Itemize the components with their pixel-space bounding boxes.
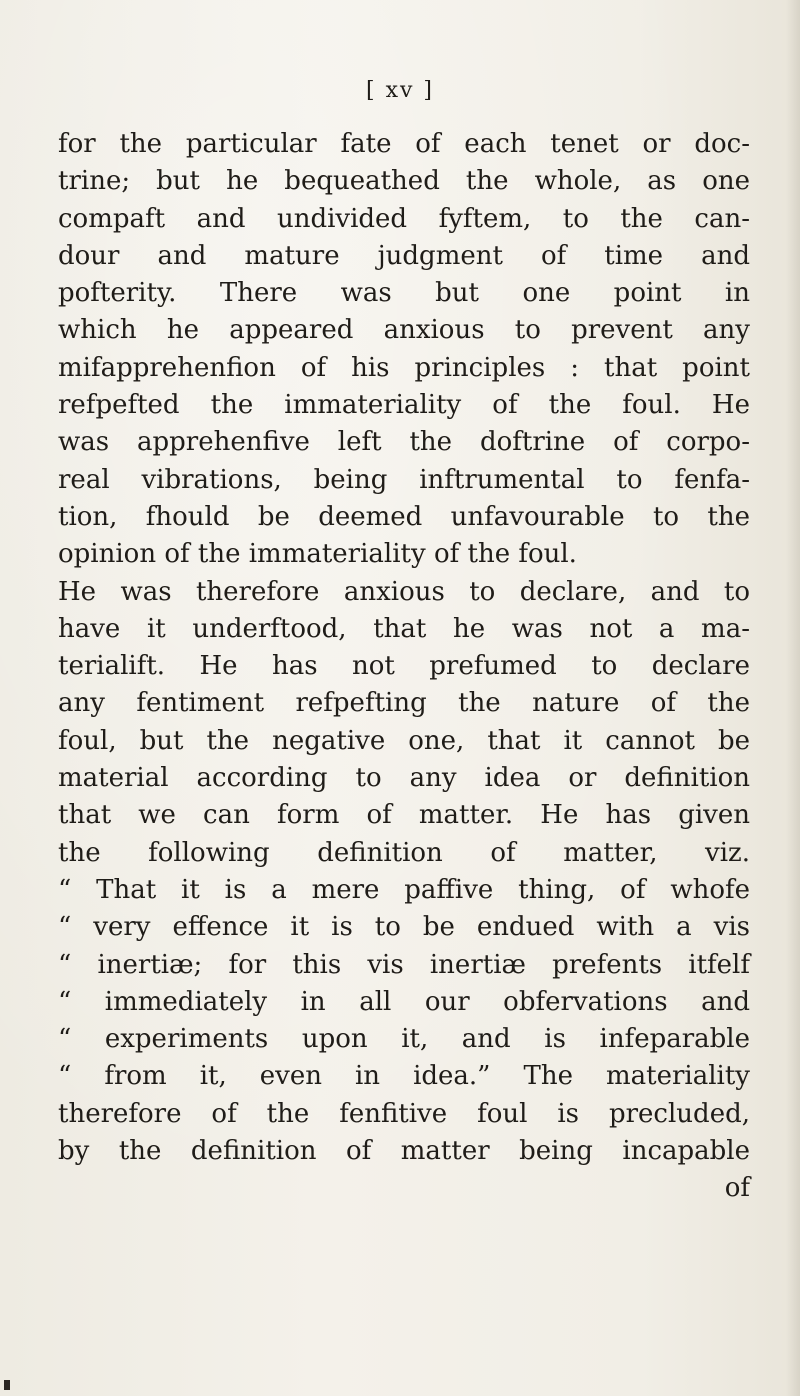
- text-line: tion, fhould be deemed unfavourable to the: [58, 501, 750, 532]
- page-header: [ xv ]: [366, 78, 434, 103]
- text-line: have it underftood, that he was not a ma-: [58, 613, 750, 644]
- text-line: “ immediately in all our obfervations and: [58, 986, 750, 1017]
- text-line: dour and mature judgment of time and: [58, 240, 750, 271]
- text-line: material according to any idea or definition: [58, 763, 750, 794]
- text-line: the following definition of matter, viz.: [58, 837, 750, 868]
- text-line: for the particular fate of each tenet or doc-: [58, 129, 750, 159]
- text-line: real vibrations, being inftrumental to fenfa-: [58, 464, 750, 495]
- text-line: was apprehenfive left the doftrine of corpo-: [58, 427, 750, 458]
- text-line: any fentiment refpefting the nature of the: [58, 688, 750, 719]
- page-corner-mark: [4, 1380, 10, 1390]
- text-line: “ inertiæ; for this vis inertiæ prefents itfelf: [58, 949, 750, 980]
- text-line: that we can form of matter. He has given: [58, 800, 750, 831]
- text-line: trine; but he bequeathed the whole, as one: [58, 166, 750, 197]
- text-line: foul, but the negative one, that it cannot be: [58, 725, 750, 756]
- text-line: opinion of the immateriality of the foul.: [58, 539, 577, 570]
- text-line: pofterity. There was but one point in: [58, 278, 750, 309]
- text-line: which he appeared anxious to prevent any: [58, 315, 750, 346]
- body-text: [58, 126, 750, 1208]
- text-line: terialift. He has not prefumed to declare: [58, 651, 750, 682]
- text-line: therefore of the fenfitive foul is precluded,: [58, 1098, 750, 1129]
- text-line: “ very effence it is to be endued with a vis: [58, 912, 750, 943]
- text-line: “ That it is a mere paffive thing, of whofe: [58, 874, 750, 905]
- text-line: compaft and undivided fyftem, to the can-: [58, 203, 750, 234]
- text-line: He was therefore anxious to declare, and to: [58, 576, 750, 607]
- page-edge-shadow: [786, 0, 800, 1396]
- text-line: “ experiments upon it, and is infeparable: [58, 1024, 750, 1055]
- text-line: refpefted the immateriality of the foul. He: [58, 390, 750, 421]
- text-line: by the definition of matter being incapable: [58, 1136, 750, 1167]
- text-line: mifapprehenfion of his principles : that point: [58, 352, 750, 383]
- text-line: “ from it, even in idea.” The materiality: [58, 1061, 750, 1092]
- catchword: of: [724, 1173, 750, 1204]
